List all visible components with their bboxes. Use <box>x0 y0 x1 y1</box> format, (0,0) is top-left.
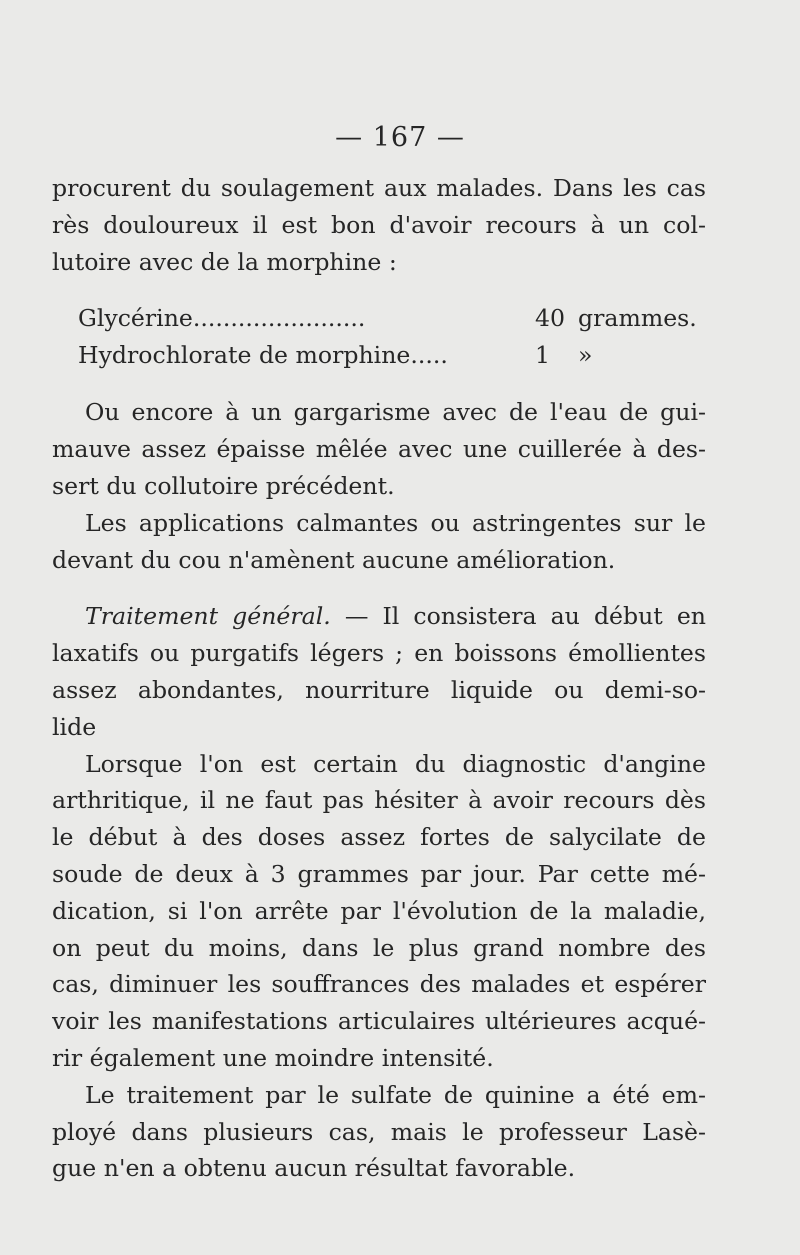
recipe-line <box>78 337 706 374</box>
text-line: Les applications calmantes ou astringentes sur le <box>85 508 706 537</box>
ingredient-name: Glycérine....................... <box>78 304 366 333</box>
text-line: rès douloureux il est bon d'avoir recours à un col- <box>52 210 706 239</box>
text-line <box>52 598 706 635</box>
body-text <box>52 170 706 1187</box>
ingredient-quantity: 1 <box>535 341 551 370</box>
recipe-line <box>78 300 706 337</box>
ingredient-name: Hydrochlorate de morphine..... <box>78 341 448 370</box>
text-line: arthritique, il ne faut pas hésiter à avoir recours dès <box>52 786 706 815</box>
text-line: procurent du soulagement aux malades. Dans les cas <box>52 174 706 202</box>
text-line: mauve assez épaisse mêlée avec une cuillerée à des- <box>52 435 706 464</box>
text-line: cas, diminuer les souffrances des malades et espérer <box>52 970 706 999</box>
text-line: sert du collutoire précédent. <box>52 471 395 500</box>
text-line: devant du cou n'amènent aucune amélioration. <box>52 545 616 574</box>
text-line: assez abondantes, nourriture liquide ou demi-so- <box>52 675 706 704</box>
text-line: voir les manifestations articulaires ultérieures acqué- <box>52 1007 706 1036</box>
text-line: lide <box>52 712 97 741</box>
text-line: laxatifs ou purgatifs légers ; en boissons émollientes <box>52 639 706 668</box>
text-line: le début à des doses assez fortes de salycilate de <box>52 823 706 852</box>
text-line: on peut du moins, dans le plus grand nombre des <box>52 933 706 962</box>
ingredient-unit: grammes. <box>578 304 697 333</box>
text-line: Le traitement par le sulfate de quinine a été em- <box>85 1080 706 1109</box>
ditto-mark: » <box>578 341 593 370</box>
text-line: dication, si l'on arrête par l'évolution de la maladie, <box>52 896 706 925</box>
section-heading: Traitement général. <box>85 602 331 631</box>
text-span: — Il consistera au début en <box>330 602 706 631</box>
text-line: gue n'en a obtenu aucun résultat favorable. <box>52 1154 576 1183</box>
text-line: ployé dans plusieurs cas, mais le professeur Lasè- <box>52 1117 706 1146</box>
text-line: soude de deux à 3 grammes par jour. Par cette mé- <box>52 859 706 888</box>
text-line: Lorsque l'on est certain du diagnostic d'angine <box>85 749 706 778</box>
text-line: lutoire avec de la morphine : <box>52 247 397 276</box>
ingredient-quantity: 40 <box>535 304 566 333</box>
text-line: rir également une moindre intensité. <box>52 1043 494 1072</box>
page-number: — 167 — <box>335 122 465 153</box>
text-line: Ou encore à un gargarisme avec de l'eau de gui- <box>85 398 706 427</box>
